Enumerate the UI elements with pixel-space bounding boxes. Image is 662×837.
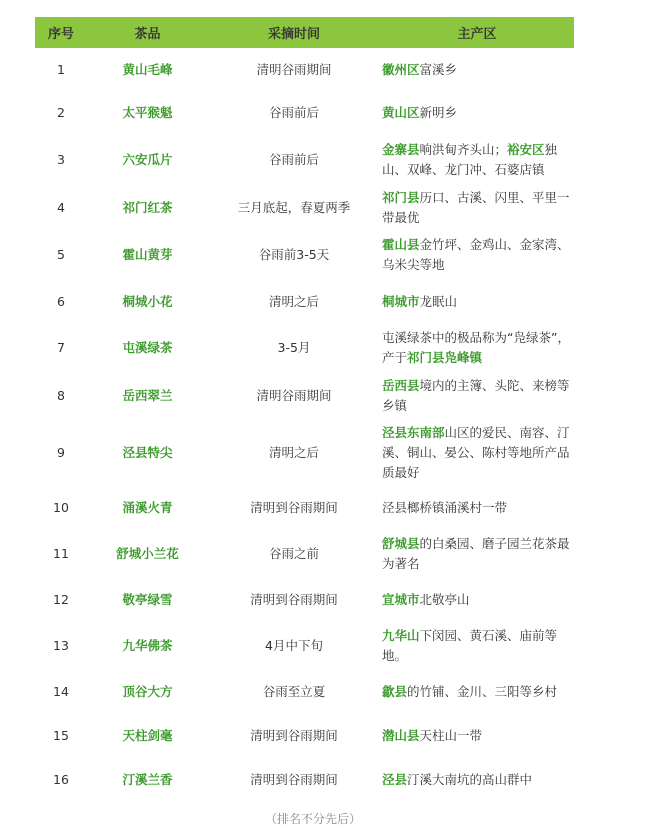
region-highlight: 金寨县	[382, 141, 420, 157]
row-number: 1	[57, 61, 65, 77]
tea-name: 桐城小花	[122, 293, 173, 309]
production-region	[380, 758, 574, 802]
harvest-time: 谷雨之前	[268, 546, 319, 561]
row-number: 11	[53, 546, 69, 561]
table-row	[35, 578, 574, 622]
table-row	[35, 372, 574, 420]
row-number: 15	[53, 728, 69, 743]
region-highlight: 霍山县	[382, 237, 420, 252]
row-number: 5	[57, 247, 65, 262]
table-row	[35, 670, 574, 714]
region-text: 泾县榔桥镇涌溪村一带	[382, 500, 508, 515]
region-highlight: 宣城市	[382, 592, 420, 607]
row-number: 2	[57, 105, 65, 120]
region-text: 的白桑园、磨子园兰花茶最为著名	[382, 536, 570, 571]
tea-name: 屯溪绿茶	[122, 340, 173, 355]
region-highlight: 黄山区	[382, 105, 420, 120]
region-text: 山区的爱民、南容、汀溪、铜山、晏公、陈村等地所产品质最好	[382, 425, 570, 480]
tea-name: 霍山黄芽	[122, 247, 173, 262]
region-text: 北敬亭山	[419, 592, 470, 607]
production-region	[380, 184, 574, 231]
harvest-time: 三月底起，春夏两季	[237, 199, 351, 215]
production-region	[380, 372, 574, 420]
table-header-row	[35, 17, 574, 48]
region-text: 天柱山一带	[419, 728, 483, 743]
table-row	[35, 622, 574, 670]
production-region	[380, 486, 574, 530]
header-time: 采摘时间	[208, 17, 380, 48]
row-number: 13	[53, 638, 69, 653]
production-region	[380, 324, 574, 372]
tea-name: 六安瓜片	[122, 151, 173, 167]
table-body	[35, 48, 574, 802]
row-number: 16	[53, 772, 69, 787]
row-number: 9	[57, 445, 65, 460]
region-highlight: 歙县	[382, 684, 408, 699]
region-text: 历口、古溪、闪里、平里一带最优	[382, 189, 570, 225]
table-row	[35, 48, 574, 91]
region-highlight: 裕安区	[507, 141, 545, 157]
production-region	[380, 135, 574, 184]
harvest-time: 谷雨前后	[268, 105, 319, 120]
region-text: 富溪乡	[419, 61, 458, 77]
tea-name: 顶谷大方	[122, 684, 173, 699]
tea-name: 九华佛茶	[122, 638, 173, 653]
row-number: 14	[53, 684, 69, 699]
table-row	[35, 184, 574, 231]
production-region	[380, 530, 574, 578]
region-highlight: 舒城县	[382, 536, 420, 551]
region-text: 响洪甸齐头山；	[419, 141, 508, 157]
production-region	[380, 578, 574, 622]
production-region	[380, 420, 574, 486]
table-row	[35, 486, 574, 530]
region-highlight: 岳西县	[382, 378, 420, 393]
tea-name: 涌溪火青	[122, 500, 173, 515]
harvest-time: 清明谷雨期间	[256, 61, 332, 77]
region-text: 屯溪绿茶中的极品称为“凫绿茶”，产于	[382, 330, 570, 365]
region-text: 新明乡	[419, 105, 458, 120]
footnote: （排名不分先后）	[264, 812, 361, 826]
table-row	[35, 324, 574, 372]
table-row	[35, 530, 574, 578]
region-text: 下闵园、黄石溪、庙前等地。	[382, 628, 558, 663]
harvest-time: 3-5月	[277, 340, 311, 355]
tea-name: 太平猴魁	[122, 105, 173, 120]
table-row	[35, 135, 574, 184]
tea-name: 敬亭绿雪	[122, 592, 173, 607]
harvest-time: 清明到谷雨期间	[250, 772, 338, 787]
region-text: 汀溪大南坑的高山群中	[407, 772, 533, 787]
tea-name: 祁门红茶	[122, 199, 173, 215]
production-region	[380, 279, 574, 324]
region-highlight: 祁门县凫峰镇	[407, 350, 483, 365]
table-row	[35, 420, 574, 486]
table-row	[35, 91, 574, 135]
row-number: 12	[53, 592, 69, 607]
row-number: 7	[57, 340, 65, 355]
region-highlight: 泾县	[382, 772, 408, 787]
row-number: 4	[57, 199, 65, 215]
region-highlight: 潜山县	[382, 728, 420, 743]
tea-name: 黄山毛峰	[122, 61, 173, 77]
region-text: 境内的主簿、头陀、来榜等乡镇	[382, 378, 570, 413]
production-region	[380, 48, 574, 91]
harvest-time: 谷雨至立夏	[262, 684, 326, 699]
harvest-time: 谷雨前3-5天	[258, 247, 330, 262]
header-num: 序号	[35, 17, 87, 48]
tea-table	[35, 17, 574, 802]
table-row	[35, 758, 574, 802]
production-region	[380, 670, 574, 714]
region-text: 的竹铺、金川、三阳等乡村	[407, 684, 558, 699]
region-highlight: 九华山	[382, 628, 420, 643]
region-highlight: 徽州区	[382, 61, 420, 77]
tea-name: 岳西翠兰	[122, 388, 173, 403]
row-number: 10	[53, 500, 69, 515]
table-row	[35, 231, 574, 279]
harvest-time: 清明到谷雨期间	[250, 728, 338, 743]
production-region	[380, 91, 574, 135]
header-name: 茶品	[87, 17, 208, 48]
tea-name: 泾县特尖	[122, 445, 173, 460]
production-region	[380, 231, 574, 279]
tea-name: 舒城小兰花	[116, 546, 179, 561]
production-region	[380, 622, 574, 670]
table-row	[35, 279, 574, 324]
harvest-time: 清明之后	[268, 445, 319, 460]
tea-name: 汀溪兰香	[122, 772, 173, 787]
tea-name: 天柱剑毫	[122, 728, 173, 743]
harvest-time: 4月中下旬	[265, 638, 323, 653]
harvest-time: 清明到谷雨期间	[250, 592, 338, 607]
row-number: 8	[57, 388, 65, 403]
table-row	[35, 714, 574, 758]
region-highlight: 祁门县	[382, 189, 420, 205]
region-text: 独山、双峰、龙门冲、石婆店镇	[382, 141, 558, 177]
harvest-time: 清明到谷雨期间	[250, 500, 338, 515]
region-highlight: 桐城市	[382, 293, 420, 309]
production-region	[380, 714, 574, 758]
harvest-time: 清明谷雨期间	[256, 388, 332, 403]
region-text: 金竹坪、金鸡山、金家湾、乌米尖等地	[382, 237, 570, 272]
region-text: 龙眠山	[419, 293, 458, 309]
harvest-time: 清明之后	[268, 293, 319, 309]
harvest-time: 谷雨前后	[268, 151, 319, 167]
row-number: 3	[57, 151, 65, 167]
region-highlight: 泾县东南部	[382, 425, 445, 440]
header-region: 主产区	[380, 17, 574, 48]
row-number: 6	[57, 293, 65, 309]
